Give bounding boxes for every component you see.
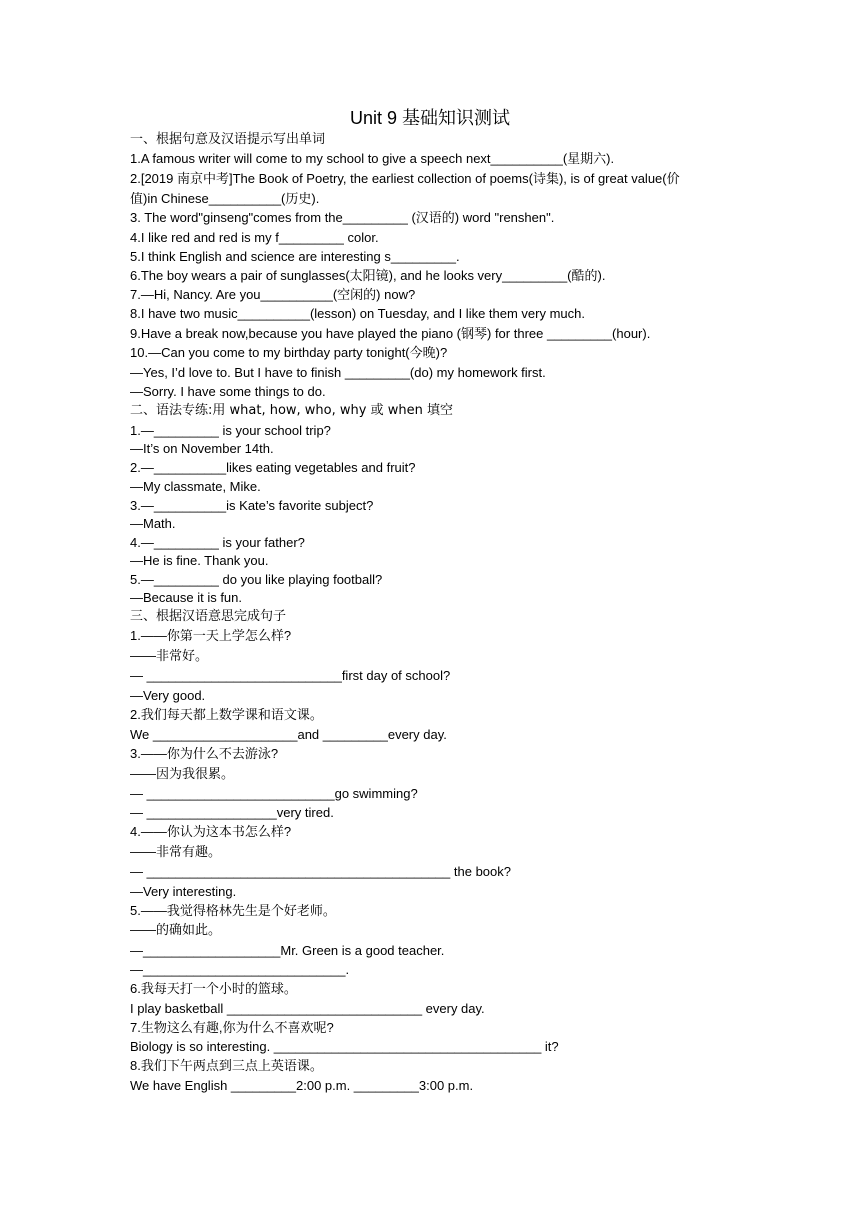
worksheet-line: I play basketball ___________________________ every day. xyxy=(130,1001,485,1016)
worksheet-line: —It’s on November 14th. xyxy=(130,441,274,456)
worksheet-line: 3.—__________is Kate’s favorite subject? xyxy=(130,498,374,513)
worksheet-line: Biology is so interesting. _____________________________________ it? xyxy=(130,1039,559,1054)
worksheet-line: 7.—Hi, Nancy. Are you__________(空闲的) now? xyxy=(130,287,416,302)
worksheet-line: 三、根据汉语意思完成句子 xyxy=(130,609,287,624)
worksheet-line: — ___________________________first day of school? xyxy=(130,668,451,683)
worksheet-line: — __________________________________________ the book? xyxy=(130,864,511,879)
worksheet-line: —He is fine. Thank you. xyxy=(130,553,269,568)
worksheet-line: 2.我们每天都上数学课和语文课。 xyxy=(130,707,323,722)
worksheet-line: 1.A famous writer will come to my school to give a speech next__________(星期六). xyxy=(130,151,615,166)
worksheet-line: 1.——你第一天上学怎么样? xyxy=(130,628,292,643)
worksheet-line: —Very good. xyxy=(130,688,206,703)
worksheet-line: ——因为我很累。 xyxy=(130,766,235,781)
worksheet-line: —Math. xyxy=(130,516,176,531)
worksheet-line: 1.—_________ is your school trip? xyxy=(130,423,331,438)
worksheet-line: 5.I think English and science are interesting s_________. xyxy=(130,249,460,264)
worksheet-line: 4.——你认为这本书怎么样? xyxy=(130,824,292,839)
page-title: Unit 9 基础知识测试 xyxy=(349,108,511,128)
worksheet-line: —My classmate, Mike. xyxy=(130,479,261,494)
worksheet-line: 5.——我觉得格林先生是个好老师。 xyxy=(130,903,336,918)
worksheet-line: We ____________________and _________every day. xyxy=(130,727,447,742)
worksheet-line: —____________________________. xyxy=(130,962,350,977)
worksheet-line: 3. The word"ginseng"comes from the_________ (汉语的) word "renshen". xyxy=(130,210,555,225)
worksheet-line: 6.The boy wears a pair of sunglasses(太阳镜), and he looks very_________(酷的). xyxy=(130,268,606,283)
worksheet-line: — __________________very tired. xyxy=(130,805,334,820)
worksheet-line: 4.I like red and red is my f_________ color. xyxy=(130,230,379,245)
worksheet-line: ——非常好。 xyxy=(130,648,209,663)
worksheet-line: ——非常有趣。 xyxy=(130,844,222,859)
worksheet-line: 8.I have two music__________(lesson) on Tuesday, and I like them very much. xyxy=(130,306,586,321)
worksheet-line: 值)in Chinese__________(历史). xyxy=(130,191,320,206)
worksheet-line: 5.—_________ do you like playing football? xyxy=(130,572,383,587)
worksheet-line: —Very interesting. xyxy=(130,884,237,899)
worksheet-line: 9.Have a break now,because you have played the piano (钢琴) for three _________(hour). xyxy=(130,326,651,341)
worksheet-line: —Yes, I’d love to. But I have to finish _________(do) my homework first. xyxy=(130,365,546,380)
worksheet-line: We have English _________2:00 p.m. _________3:00 p.m. xyxy=(130,1078,474,1093)
worksheet-line: —Because it is fun. xyxy=(130,590,242,605)
worksheet-line: 一、根据句意及汉语提示写出单词 xyxy=(130,132,326,147)
worksheet-line: 6.我每天打一个小时的篮球。 xyxy=(130,981,297,996)
worksheet-line: 2.—__________likes eating vegetables and fruit? xyxy=(130,460,416,475)
worksheet-line: 7.生物这么有趣,你为什么不喜欢呢? xyxy=(130,1020,334,1035)
worksheet-line: 4.—_________ is your father? xyxy=(130,535,305,550)
worksheet-line: 8.我们下午两点到三点上英语课。 xyxy=(130,1058,323,1073)
worksheet-line: —___________________Mr. Green is a good teacher. xyxy=(130,943,445,958)
worksheet-line: 二、语法专练:用 what, how, who, why 或 when 填空 xyxy=(130,403,453,418)
worksheet-line: 2.[2019 南京中考]The Book of Poetry, the earliest collection of poems(诗集), is of great value(价 xyxy=(130,171,680,186)
worksheet-line: 10.—Can you come to my birthday party tonight(今晚)? xyxy=(130,345,448,360)
worksheet-line: ——的确如此。 xyxy=(130,922,222,937)
worksheet-line: —Sorry. I have some things to do. xyxy=(130,384,326,399)
worksheet-line: 3.——你为什么不去游泳? xyxy=(130,746,279,761)
worksheet-line: — __________________________go swimming? xyxy=(130,786,418,801)
